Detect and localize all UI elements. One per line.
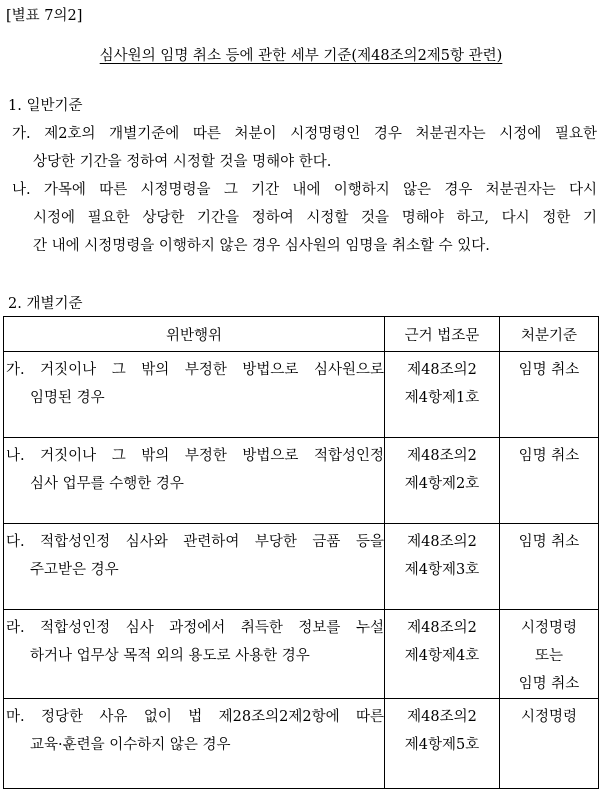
penalty-cell: 시정명령 또는 임명 취소	[518, 620, 580, 692]
violation-cell: 마. 정당한 사유 없이 법 제28조의2제2항에 따른 교육·훈련을 이수하지 않은 경우	[6, 709, 384, 753]
violation-cell: 나. 거짓이나 그 밖의 부정한 방법으로 적합성인정 심사 업무를 수행한 경우	[6, 448, 384, 492]
general-item-ga: 가. 제2호의 개별기준에 따른 처분이 시정명령인 경우 처분권자는 시정에 필요한 상당한 기간을 정하여 시정할 것을 명해야 한다.	[12, 126, 597, 170]
general-item-na: 나. 가목에 따른 시정명령을 그 기간 내에 이행하지 않은 경우 처분권자는 다시 시정에 필요한 상당한 기간을 정하여 시정할 것을 명해야 하고, 다시 정한 기 간 내에 시정명령을 이행하지 않은 경우 심사원의 임명을 취소할 수 있다.	[12, 182, 597, 254]
law-cell: 제48조의2 제4항제5호	[404, 709, 480, 753]
violation-cell: 라. 적합성인정 심사 과정에서 취득한 정보를 누설 하거나 업무상 목적 외의 용도로 사용한 경우	[6, 620, 384, 664]
annex-label: [별표 7의2]	[6, 8, 83, 24]
col-law: 근거 법조문	[385, 317, 500, 352]
table-row	[4, 524, 599, 610]
law-cell: 제48조의2 제4항제3호	[404, 534, 480, 578]
table-row	[4, 699, 599, 789]
table-row	[4, 352, 599, 438]
document-title: 심사원의 임명 취소 등에 관한 세부 기준(제48조의2제5항 관련)	[99, 48, 503, 64]
table-header-row	[4, 317, 599, 352]
penalty-table	[3, 316, 599, 789]
penalty-cell: 임명 취소	[518, 534, 580, 550]
law-cell: 제48조의2 제4항제4호	[404, 620, 480, 664]
col-penalty: 처분기준	[500, 317, 599, 352]
table-row	[4, 610, 599, 699]
col-violation: 위반행위	[4, 317, 385, 352]
penalty-cell: 임명 취소	[518, 362, 580, 378]
violation-cell: 가. 거짓이나 그 밖의 부정한 방법으로 심사원으로 임명된 경우	[6, 362, 384, 406]
table-row	[4, 438, 599, 524]
law-cell: 제48조의2 제4항제1호	[404, 362, 480, 406]
specific-heading: 2. 개별기준	[8, 296, 83, 312]
law-cell: 제48조의2 제4항제2호	[404, 448, 480, 492]
penalty-cell: 시정명령	[520, 709, 578, 725]
general-heading: 1. 일반기준	[8, 98, 83, 114]
penalty-cell: 임명 취소	[518, 448, 580, 464]
violation-cell: 다. 적합성인정 심사와 관련하여 부당한 금품 등을 주고받은 경우	[6, 534, 384, 578]
